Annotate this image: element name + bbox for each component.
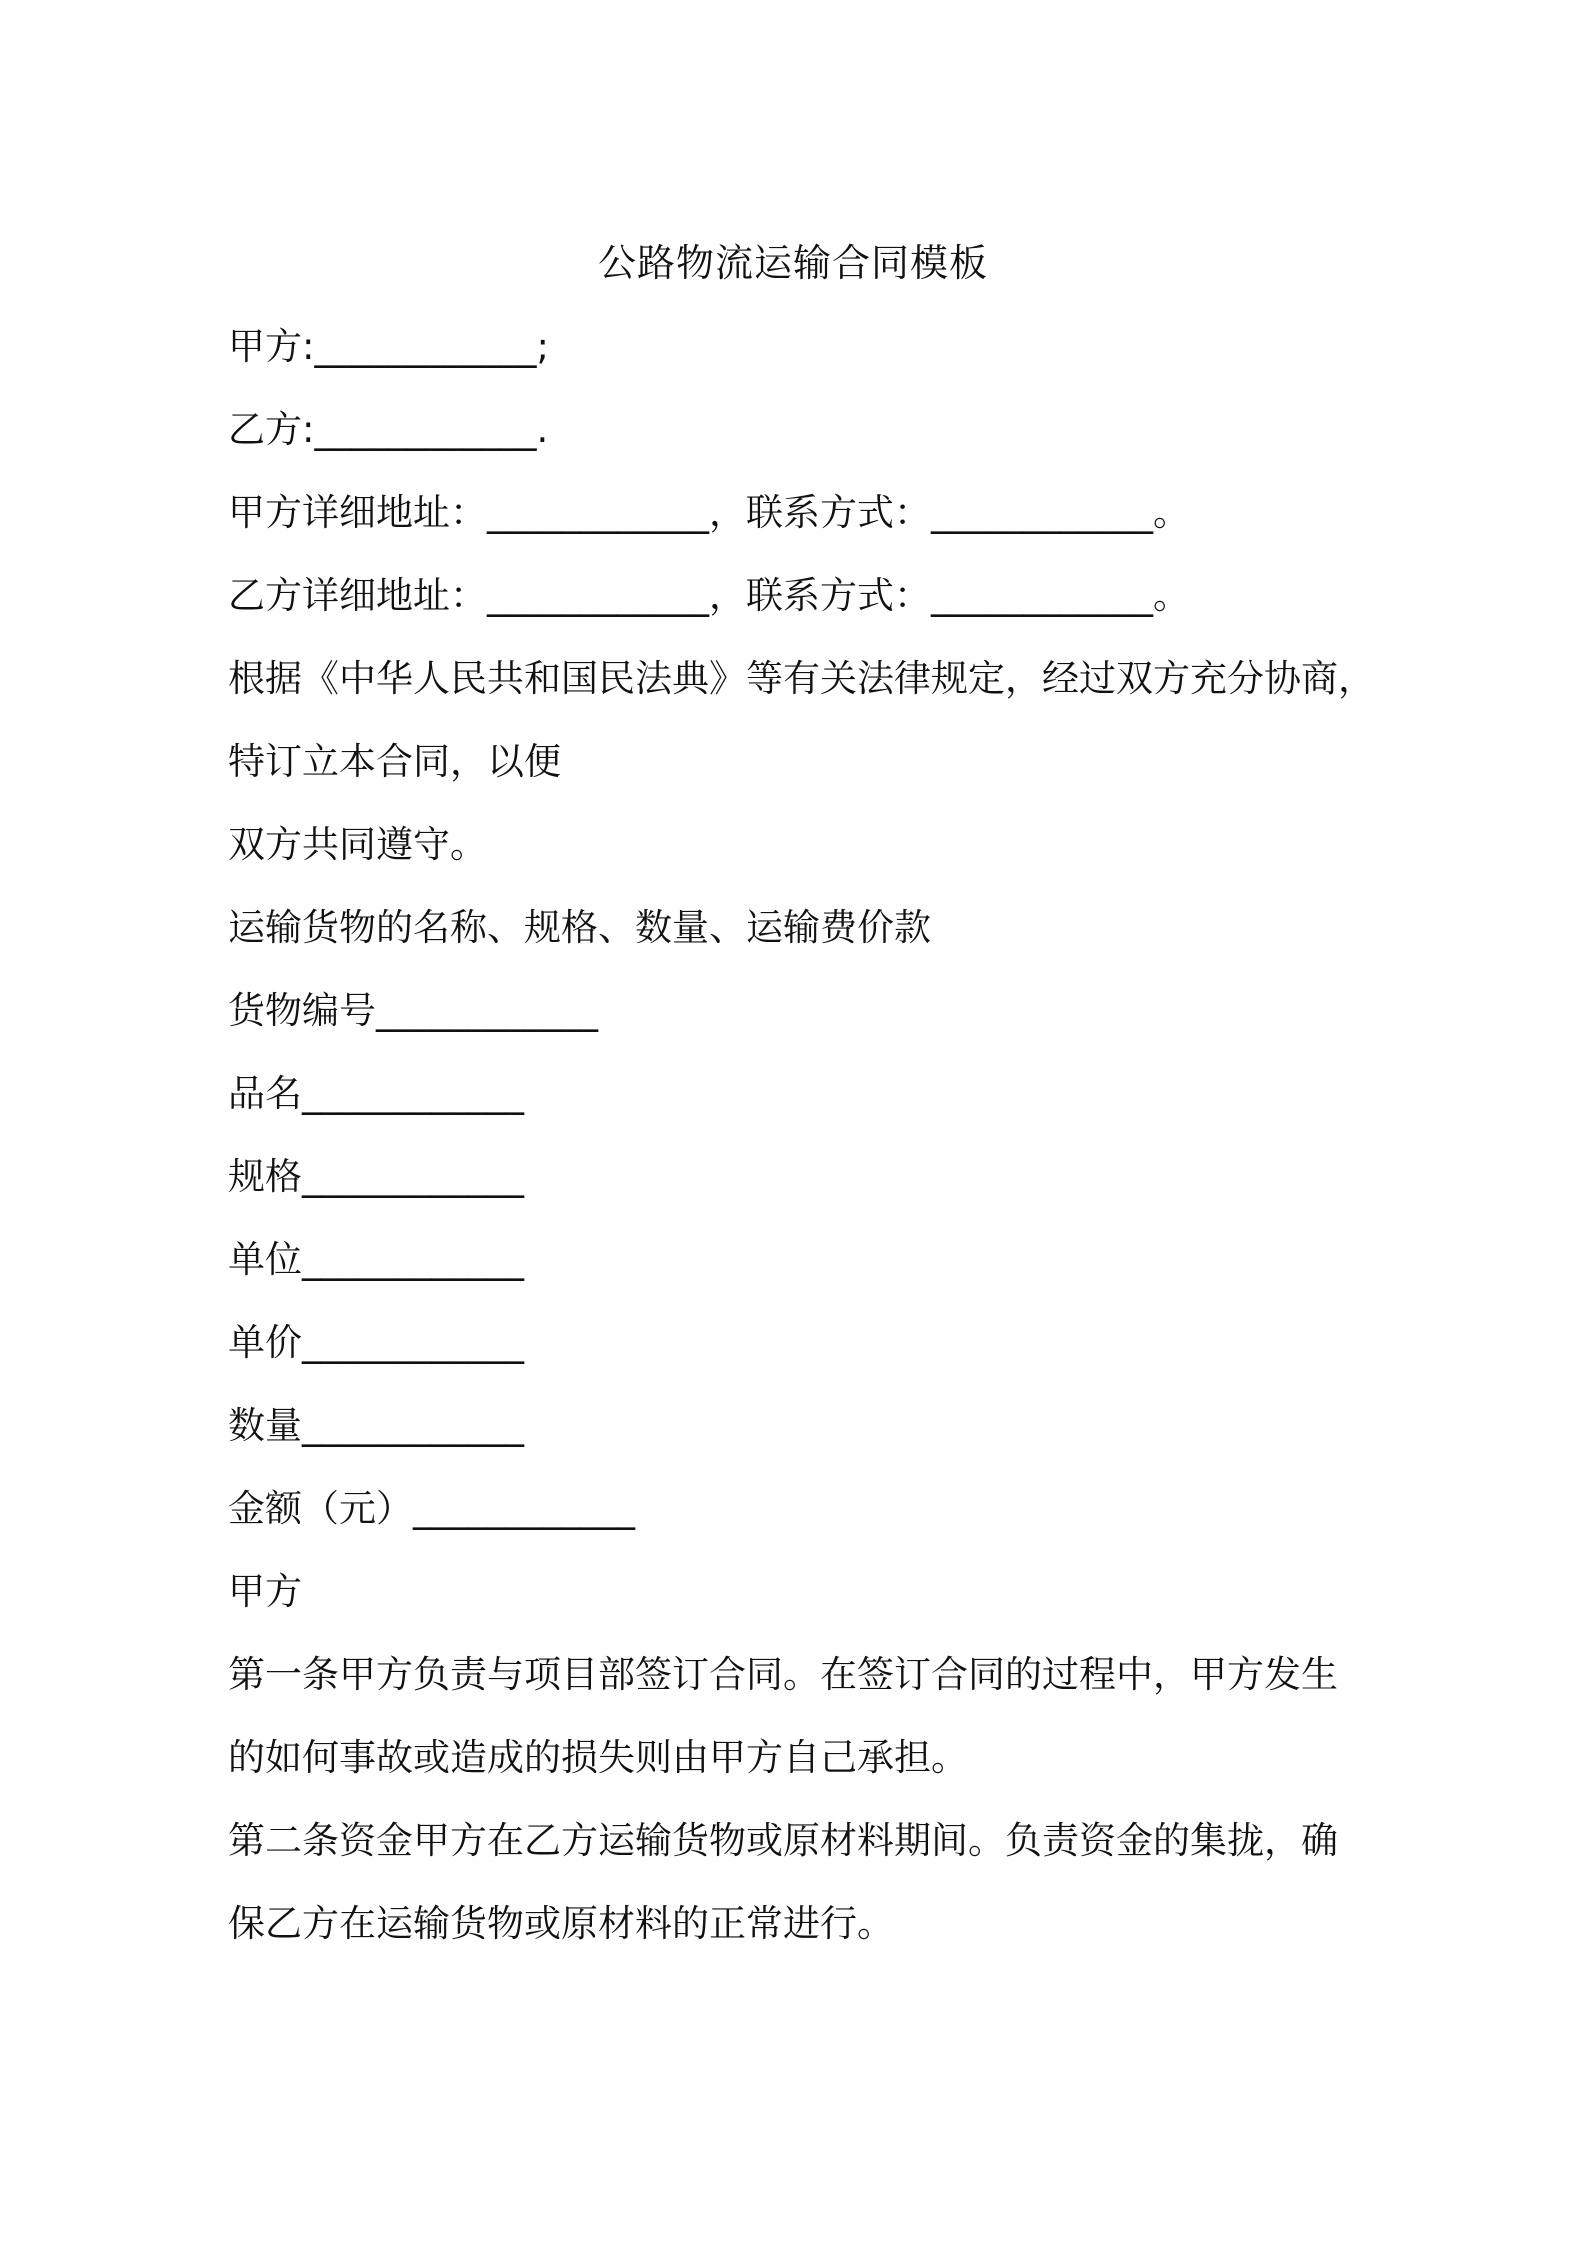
unit-field: 单位____________ (228, 1238, 524, 1281)
product-name-field: 品名____________ (228, 1072, 524, 1115)
party-b-address-line: 乙方详细地址：____________，联系方式：____________。 (228, 574, 1190, 617)
article-2-line-2: 保乙方在运输货物或原材料的正常进行。 (228, 1902, 894, 1945)
document-title: 公路物流运输合同模板 (597, 241, 988, 285)
party-a-line: 甲方:____________; (228, 325, 549, 368)
specification-field: 规格____________ (228, 1155, 524, 1198)
unit-price-field: 单价____________ (228, 1321, 524, 1364)
party-a-section-heading: 甲方 (228, 1570, 302, 1613)
party-b-line: 乙方:____________. (228, 408, 549, 451)
preamble-line-2: 特订立本合同，以便 (228, 740, 561, 783)
goods-number-field: 货物编号____________ (228, 989, 598, 1032)
preamble-line-1: 根据《中华人民共和国民法典》等有关法律规定，经过双方充分协商， (228, 657, 1375, 700)
quantity-field: 数量____________ (228, 1404, 524, 1447)
article-2-line-1: 第二条资金甲方在乙方运输货物或原材料期间。负责资金的集拢，确 (228, 1819, 1338, 1862)
preamble-line-3: 双方共同遵守。 (228, 823, 487, 866)
article-1-line-2: 的如何事故或造成的损失则由甲方自己承担。 (228, 1736, 968, 1779)
goods-section-heading: 运输货物的名称、规格、数量、运输费价款 (228, 906, 931, 949)
party-a-address-line: 甲方详细地址：____________，联系方式：____________。 (228, 491, 1190, 534)
article-1-line-1: 第一条甲方负责与项目部签订合同。在签订合同的过程中，甲方发生 (228, 1653, 1338, 1696)
amount-field: 金额（元）____________ (228, 1487, 635, 1530)
